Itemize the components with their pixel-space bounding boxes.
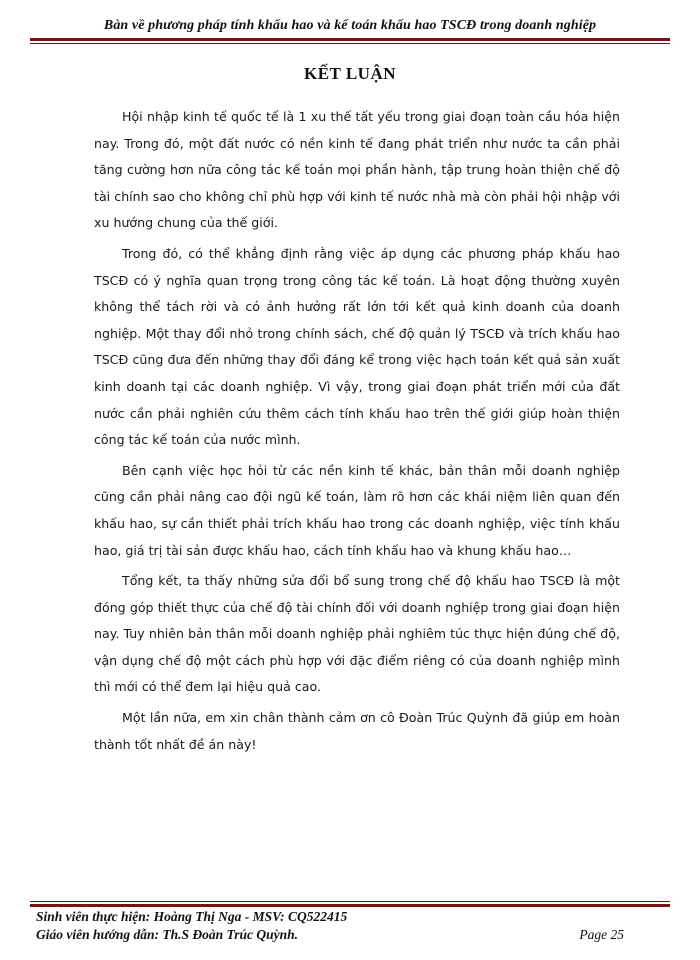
paragraph-3: Bên cạnh việc học hỏi từ các nền kinh tế khác, bản thân mỗi doanh nghiệp cũng cần phải nâng cao đội ngũ kế toán, làm rõ hơn các khái niệm liên quan đến khấu hao, sự cần thiết phải trích khấu hao trong các doanh nghiệp, việc tính khấu hao, giá trị tài sản được khấu hao, cách tính khấu hao và khung khấu hao…: [94, 462, 620, 558]
paragraph-2: Trong đó, có thể khẳng định rằng việc áp dụng các phương pháp khấu hao TSCĐ có ý nghĩa quan trọng trong công tác kế toán. Là hoạt động thường xuyên không thể tách rời và có ảnh hưởng rất lớn tới kết quả kinh doanh của doanh nghiệp. Một thay đổi nhỏ trong chính sách, chế độ quản lý TSCĐ và trích khấu hao TSCĐ cũng đưa đến những thay đổi đáng kể trong việc hạch toán kết quả sản xuất kinh doanh tại các doanh nghiệp. Vì vậy, trong giai đoạn phát triển mới của đất nước cần phải nghiên cứu thêm cách tính khấu hao trên thế giới giúp hoàn thiện công tác kế toán của nước mình.: [94, 245, 620, 448]
footer-rule: [30, 901, 670, 907]
page-number: Page 25: [579, 927, 624, 942]
running-header: Bàn về phương pháp tính khấu hao và kế toán khấu hao TSCĐ trong doanh nghiệp: [103, 18, 597, 33]
paragraph-4: Tổng kết, ta thấy những sửa đổi bổ sung trong chế độ khấu hao TSCĐ là một đóng góp thiết thực của chế độ tài chính đối với doanh nghiệp trong giai đoạn hiện nay. Tuy nhiên bản thân mỗi doanh nghiệp phải nghiêm túc thực hiện đúng chế độ, vận dụng chế độ một cách phù hợp với đặc điểm riêng có của doanh nghiệp mình thì mới có thể đem lại hiệu quả cao.: [94, 573, 620, 695]
footer-advisor-line: [36, 927, 624, 943]
conclusion-body: [94, 104, 620, 762]
header-rule: [30, 38, 670, 44]
footer-advisor: Giáo viên hướng dẫn: Th.S Đoàn Trúc Quỳnh.: [36, 927, 299, 942]
page-title: KẾT LUẬN: [303, 64, 396, 83]
footer-student: Sinh viên thực hiện: Hoàng Thị Nga - MSV: CQ522415: [36, 909, 348, 924]
paragraph-5: Một lần nữa, em xin chân thành cảm ơn cô Đoàn Trúc Quỳnh đã giúp em hoàn thành tốt nhất đề án này!: [94, 710, 620, 752]
paragraph-1: Hội nhập kinh tế quốc tế là 1 xu thế tất yếu trong giai đoạn toàn cầu hóa hiện nay. Trong đó, một đất nước có nền kinh tế đang phát triển như nước ta cần phải tăng cường hơn nữa công tác kế toán mọi phần hành, tập trung hoàn thiện chế độ tài chính sao cho không chỉ phù hợp với kinh tế nước nhà mà còn phải hội nhập với xu hướng chung của thế giới.: [94, 109, 620, 231]
